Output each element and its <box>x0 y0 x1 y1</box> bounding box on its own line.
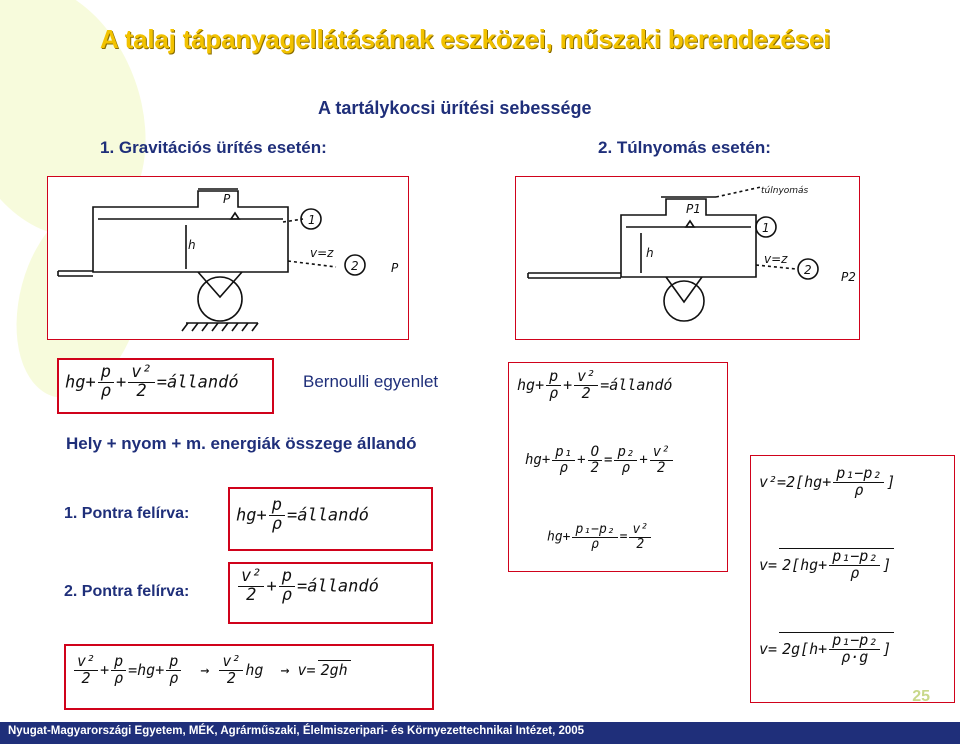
energy-statement: Hely + nyom + m. energiák összege állandó <box>66 434 417 453</box>
velocity-formula-box <box>750 455 955 703</box>
point1-marker: 1 <box>308 213 316 227</box>
derivation-line-2: hg+ $\frac{\text{p₁}}{\rho}$ + $\frac{O}{2}$ = $\frac{\text{p₂}}{\rho}$ + $\frac{\text{v²}}{2}$ <box>525 445 675 475</box>
section-subtitle: A tartálykocsi ürítési sebessége <box>318 98 592 118</box>
point2-marker: 2 <box>804 263 812 277</box>
bernoulli-equation-box <box>57 358 274 414</box>
velocity-formula-2: v= 2[hg+ $\frac{\text{p₁−p₂}}{\rho}$ ] <box>759 548 894 582</box>
point1-equation: hg+ $\frac{p}{\rho}$ =állandó <box>236 495 369 534</box>
overpressure-label: túlnyomás <box>761 186 809 196</box>
velocity-formula-3: v= 2g[h+ $\frac{\text{p₁−p₂}}{\rho\cdot g}$ ] <box>759 632 894 666</box>
result-equation-box <box>64 644 434 710</box>
bernoulli-equation: hg+ $\frac{p}{\rho}$ + $\frac{\text{v²}}{2}$ =állandó <box>65 362 239 401</box>
footer-bar <box>0 722 960 744</box>
tank-sketch-gravity <box>48 177 406 337</box>
point2-equation-box <box>228 562 433 624</box>
pressure1-label: P1 <box>686 202 701 216</box>
point2-heading: 2. Pontra felírva: <box>64 583 190 600</box>
result-equation: $\frac{\text{v²}}{2}$ + $\frac{p}{\rho}$ =hg+ $\frac{p}{\rho}$ → $\frac{\text{v²}}{2}$ hg → v= 2gh <box>72 654 351 687</box>
derivation-box <box>508 362 728 572</box>
derivation-line-1: hg+ $\frac{p}{\rho}$ + $\frac{\text{v²}}{2}$ =állandó <box>517 367 673 402</box>
case1-heading: 1. Gravitációs ürítés esetén: <box>100 138 327 157</box>
gravity-diagram <box>47 176 409 340</box>
footer-text: Nyugat-Magyarországi Egyetem, MÉK, Agrárműszaki, Élelmiszeripari- és Környezettechnikai Intézet, 2005 <box>8 725 585 737</box>
overpressure-diagram <box>515 176 860 340</box>
derivation-line-3: hg+ $\frac{\text{p₁−p₂}}{\rho}$ = $\frac{\text{v²}}{2}$ <box>547 523 653 551</box>
point1-equation-box <box>228 487 433 551</box>
point2-equation: $\frac{\text{v²}}{2}$ + $\frac{p}{\rho}$ =állandó <box>236 568 379 605</box>
page-title: A talaj tápanyagellátásának eszközei, műszaki berendezései <box>100 24 831 54</box>
tank-sketch-overpressure <box>516 177 857 337</box>
height-label: h <box>188 238 196 252</box>
page-number: 25 <box>912 688 930 705</box>
pressure-label: P <box>223 192 231 206</box>
point2-marker: 2 <box>351 259 359 273</box>
point1-marker: 1 <box>762 221 770 235</box>
point1-heading: 1. Pontra felírva: <box>64 505 190 522</box>
velocity-formula-1: v²=2[hg+ $\frac{\text{p₁−p₂}}{\rho}$ ] <box>759 464 896 499</box>
pressure2-label: P2 <box>841 270 856 284</box>
height-label: h <box>646 246 654 260</box>
velocity-label: v=z <box>310 246 334 260</box>
case2-heading: 2. Túlnyomás esetén: <box>598 138 771 157</box>
velocity-label: v=z <box>764 252 788 266</box>
outside-pressure-label: P <box>391 261 399 275</box>
bernoulli-label: Bernoulli egyenlet <box>303 372 439 391</box>
